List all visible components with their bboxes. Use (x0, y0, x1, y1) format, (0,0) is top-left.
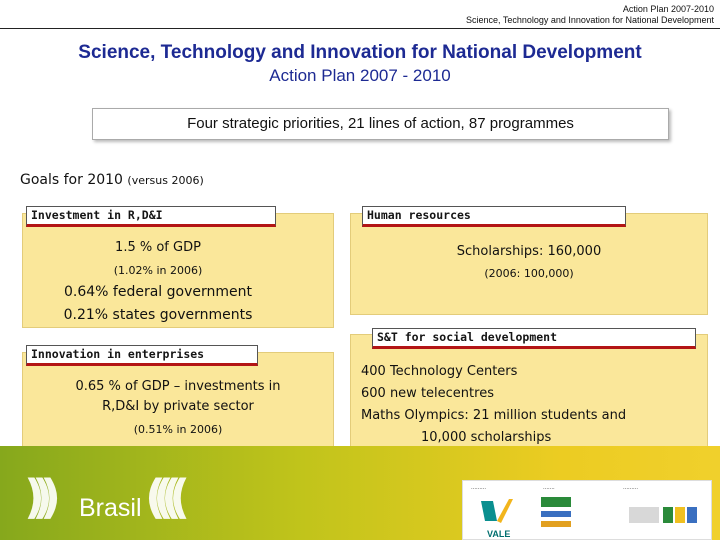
slide-title: Science, Technology and Innovation for National Development (78, 42, 642, 63)
investment-states: 0.21% states governments (63, 307, 253, 323)
sound-wave-left-icon: ))) (24, 470, 49, 524)
slide-subtitle: Action Plan 2007 - 2010 (269, 66, 451, 85)
investment-panel (22, 213, 334, 328)
social-line-4: 10,000 scholarships (421, 430, 552, 445)
human-resources-tab: Human resources (362, 206, 626, 227)
brasil-brand: Brasil (79, 494, 142, 522)
header-line-2: Science, Technology and Innovation for National Development (466, 15, 714, 25)
header-divider (0, 28, 720, 29)
investment-gdp: 1.5 % of GDP (115, 240, 201, 255)
header-caption (466, 4, 714, 26)
human-resources-line-1: Scholarships: 160,000 (456, 244, 602, 259)
innovation-line-1: 0.65 % of GDP – investments in (75, 379, 281, 394)
sponsor-label-1: ......... (471, 485, 487, 491)
human-resources-line-2: (2006: 100,000) (484, 267, 574, 280)
investment-federal: 0.64% federal government (64, 284, 252, 300)
innovation-line-2: R,D&I by private sector (102, 399, 254, 414)
goals-label: Goals for 2010 (20, 172, 123, 188)
priorities-box: Four strategic priorities, 21 lines of action, 87 programmes (92, 108, 669, 140)
vale-label: VALE (487, 529, 511, 539)
innovation-tab: Innovation in enterprises (26, 345, 258, 366)
vale-logo-icon (479, 497, 515, 527)
social-line-2: 600 new telecentres (361, 386, 494, 401)
social-line-1: 400 Technology Centers (361, 364, 518, 379)
social-tab: S&T for social development (372, 328, 696, 349)
innovation-panel (22, 352, 334, 447)
sponsor-logo-3-icon (629, 503, 701, 527)
sponsor-logo-2-icon (539, 495, 575, 533)
sponsor-logos (462, 480, 712, 540)
social-panel (350, 334, 708, 447)
goals-heading (20, 172, 204, 188)
sponsor-label-3: ......... (623, 485, 639, 491)
goals-versus: (versus 2006) (127, 174, 204, 187)
investment-tab: Investment in R,D&I (26, 206, 276, 227)
human-resources-panel (350, 213, 708, 315)
sound-wave-right-icon: (((( (145, 470, 178, 524)
investment-gdp-2006: (1.02% in 2006) (113, 264, 203, 277)
social-line-3: Maths Olympics: 21 million students and (361, 408, 627, 423)
innovation-line-3: (0.51% in 2006) (133, 423, 223, 436)
header-line-1: Action Plan 2007-2010 (622, 4, 714, 14)
sponsor-label-2: ....... (543, 485, 555, 491)
